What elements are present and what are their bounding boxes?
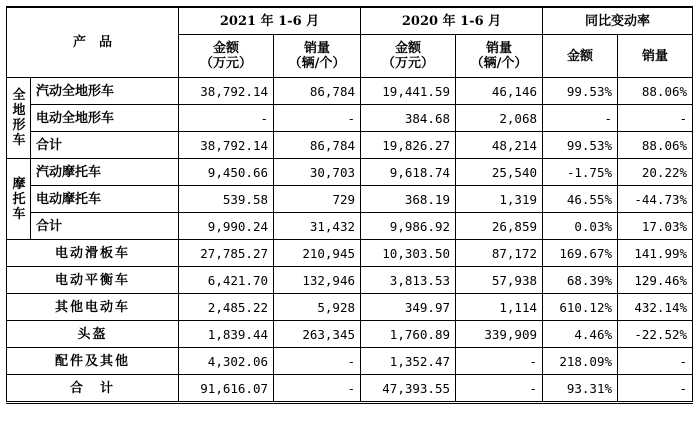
row-label: 汽动全地形车: [31, 78, 179, 105]
volume-yoy-cell: 88.06%: [618, 132, 693, 159]
header-volume-2020: 销量 （辆/个）: [456, 35, 543, 78]
volume-2021-cell: -: [274, 105, 361, 132]
volume-2020-cell: 48,214: [456, 132, 543, 159]
volume-yoy-cell: 88.06%: [618, 78, 693, 105]
amount-yoy-cell: 218.09%: [543, 348, 618, 375]
volume-yoy-cell: -22.52%: [618, 321, 693, 348]
amount-yoy-cell: -1.75%: [543, 159, 618, 186]
volume-2020-cell: -: [456, 348, 543, 375]
amount-2020-cell: 3,813.53: [361, 267, 456, 294]
amount-2020-cell: 384.68: [361, 105, 456, 132]
amount-2020-cell: 9,618.74: [361, 159, 456, 186]
header-period-2020: 2020 年 1-6 月: [361, 7, 543, 35]
volume-2020-cell: 87,172: [456, 240, 543, 267]
volume-yoy-cell: 141.99%: [618, 240, 693, 267]
table-row: [7, 105, 693, 132]
volume-2021-cell: 86,784: [274, 132, 361, 159]
amount-2020-cell: 9,986.92: [361, 213, 456, 240]
row-label: 合计: [31, 132, 179, 159]
header-amount-2021: 金额 （万元）: [179, 35, 274, 78]
header-volume-2021: 销量 （辆/个）: [274, 35, 361, 78]
table-row: [7, 132, 693, 159]
header-amount-yoy: 金额: [543, 35, 618, 78]
amount-2021-cell: -: [179, 105, 274, 132]
amount-yoy-cell: 4.46%: [543, 321, 618, 348]
header-volume-yoy: 销量: [618, 35, 693, 78]
volume-2021-cell: 5,928: [274, 294, 361, 321]
volume-2021-cell: -: [274, 348, 361, 375]
volume-2020-cell: 1,319: [456, 186, 543, 213]
volume-2021-cell: 729: [274, 186, 361, 213]
volume-yoy-cell: -: [618, 348, 693, 375]
table-row: [7, 294, 693, 321]
amount-2020-cell: 368.19: [361, 186, 456, 213]
group-label-atv: 全地形车: [7, 78, 31, 159]
table-row: [7, 267, 693, 294]
table-row: [7, 321, 693, 348]
volume-yoy-cell: 129.46%: [618, 267, 693, 294]
table-row: [7, 186, 693, 213]
row-label: 其他电动车: [7, 294, 179, 321]
amount-2020-cell: 19,441.59: [361, 78, 456, 105]
row-label: 配件及其他: [7, 348, 179, 375]
sales-table: [6, 6, 693, 404]
amount-yoy-cell: 93.31%: [543, 375, 618, 403]
amount-yoy-cell: 610.12%: [543, 294, 618, 321]
volume-2021-cell: 132,946: [274, 267, 361, 294]
amount-2021-cell: 2,485.22: [179, 294, 274, 321]
row-label: 合 计: [7, 375, 179, 403]
amount-yoy-cell: 68.39%: [543, 267, 618, 294]
amount-2021-cell: 38,792.14: [179, 78, 274, 105]
volume-2021-cell: 31,432: [274, 213, 361, 240]
amount-yoy-cell: -: [543, 105, 618, 132]
amount-2021-cell: 6,421.70: [179, 267, 274, 294]
table-container: [6, 6, 692, 404]
volume-2020-cell: 46,146: [456, 78, 543, 105]
table-row: [7, 240, 693, 267]
amount-yoy-cell: 99.53%: [543, 132, 618, 159]
amount-2020-cell: 1,352.47: [361, 348, 456, 375]
volume-2020-cell: 1,114: [456, 294, 543, 321]
volume-2020-cell: -: [456, 375, 543, 403]
header-yoy: 同比变动率: [543, 7, 693, 35]
volume-2020-cell: 25,540: [456, 159, 543, 186]
header-period-2021: 2021 年 1-6 月: [179, 7, 361, 35]
table-row: [7, 348, 693, 375]
volume-2020-cell: 57,938: [456, 267, 543, 294]
amount-2020-cell: 1,760.89: [361, 321, 456, 348]
volume-2021-cell: 30,703: [274, 159, 361, 186]
row-label: 汽动摩托车: [31, 159, 179, 186]
row-label: 合计: [31, 213, 179, 240]
volume-2020-cell: 2,068: [456, 105, 543, 132]
amount-2021-cell: 9,450.66: [179, 159, 274, 186]
amount-yoy-cell: 99.53%: [543, 78, 618, 105]
amount-2020-cell: 19,826.27: [361, 132, 456, 159]
header-amount-2020: 金额 （万元）: [361, 35, 456, 78]
row-label: 电动平衡车: [7, 267, 179, 294]
volume-yoy-cell: -44.73%: [618, 186, 693, 213]
volume-2020-cell: 339,909: [456, 321, 543, 348]
header-product: 产 品: [7, 7, 179, 78]
amount-2021-cell: 27,785.27: [179, 240, 274, 267]
volume-yoy-cell: 20.22%: [618, 159, 693, 186]
amount-2021-cell: 91,616.07: [179, 375, 274, 403]
row-label: 电动全地形车: [31, 105, 179, 132]
amount-2021-cell: 4,302.06: [179, 348, 274, 375]
table-row: [7, 159, 693, 186]
amount-2021-cell: 1,839.44: [179, 321, 274, 348]
volume-2021-cell: -: [274, 375, 361, 403]
volume-yoy-cell: 432.14%: [618, 294, 693, 321]
amount-yoy-cell: 169.67%: [543, 240, 618, 267]
table-row: [7, 213, 693, 240]
table-row-total: [7, 375, 693, 403]
row-label: 电动摩托车: [31, 186, 179, 213]
volume-2021-cell: 210,945: [274, 240, 361, 267]
table-row: [7, 78, 693, 105]
amount-yoy-cell: 46.55%: [543, 186, 618, 213]
volume-2021-cell: 263,345: [274, 321, 361, 348]
volume-yoy-cell: 17.03%: [618, 213, 693, 240]
amount-2020-cell: 47,393.55: [361, 375, 456, 403]
header-row-1: [7, 7, 693, 35]
row-label: 头盔: [7, 321, 179, 348]
volume-2020-cell: 26,859: [456, 213, 543, 240]
amount-2021-cell: 539.58: [179, 186, 274, 213]
amount-2021-cell: 9,990.24: [179, 213, 274, 240]
volume-yoy-cell: -: [618, 375, 693, 403]
row-label: 电动滑板车: [7, 240, 179, 267]
amount-2020-cell: 349.97: [361, 294, 456, 321]
group-label-motorcycle: 摩托车: [7, 159, 31, 240]
volume-2021-cell: 86,784: [274, 78, 361, 105]
amount-2020-cell: 10,303.50: [361, 240, 456, 267]
volume-yoy-cell: -: [618, 105, 693, 132]
amount-2021-cell: 38,792.14: [179, 132, 274, 159]
amount-yoy-cell: 0.03%: [543, 213, 618, 240]
